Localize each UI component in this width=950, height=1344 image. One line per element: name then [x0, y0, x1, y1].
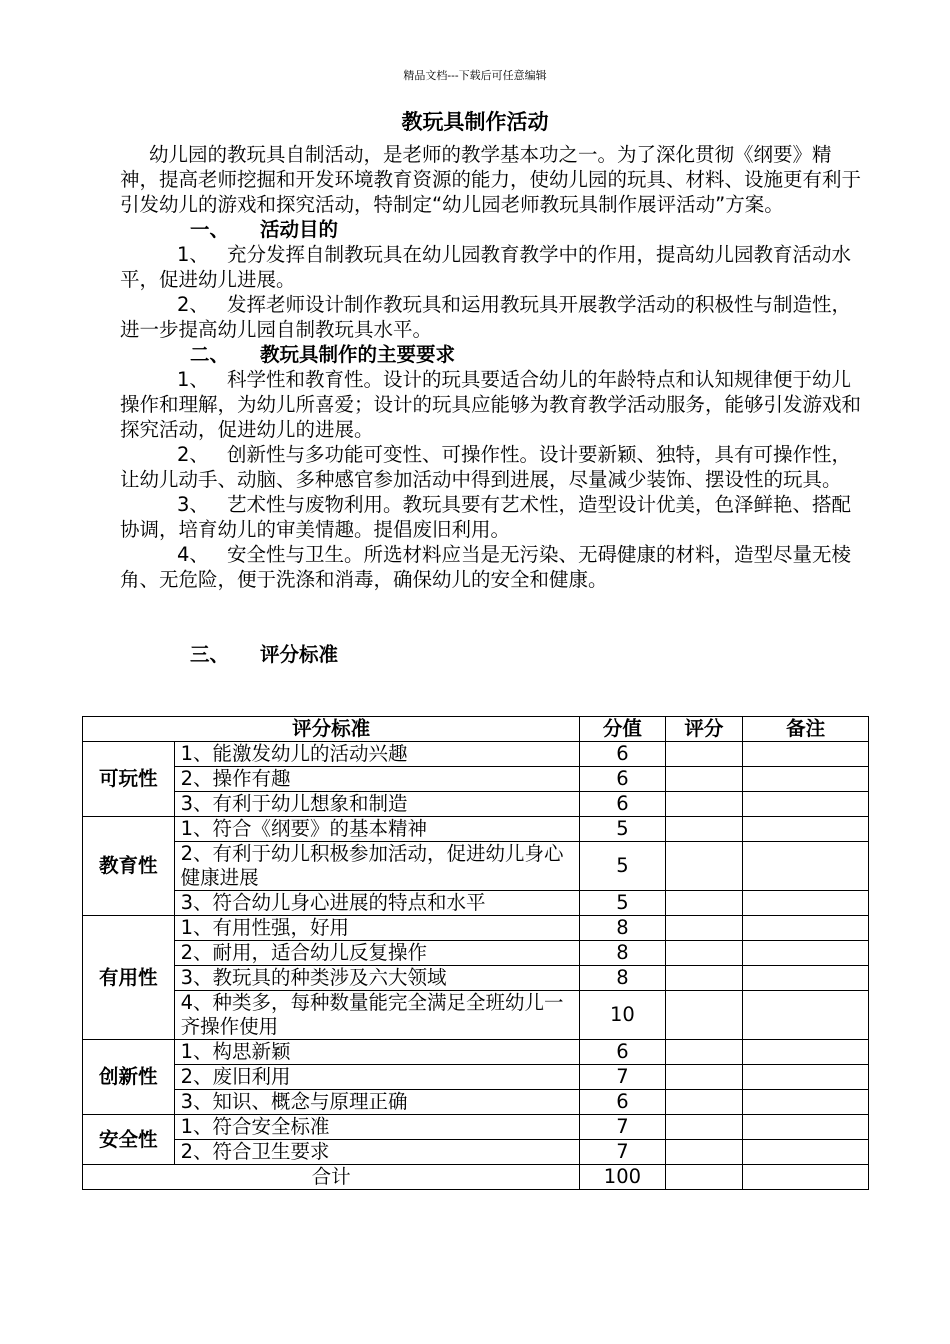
- score-cell[interactable]: [665, 966, 742, 991]
- points-cell: 8: [580, 966, 666, 991]
- criteria-cell: 2、符合卫生要求: [174, 1140, 580, 1165]
- score-cell[interactable]: [665, 916, 742, 941]
- points-cell: 7: [580, 1115, 666, 1140]
- item-number: 1、: [177, 368, 209, 391]
- table-row: [83, 742, 869, 767]
- note-cell[interactable]: [743, 817, 869, 842]
- item-text: 充分发挥自制教玩具在幼儿园教育教学中的作用，提高幼儿园教育活动水平，促进幼儿进展。: [120, 243, 852, 291]
- score-cell[interactable]: [665, 1065, 742, 1090]
- category-cell: 安全性: [83, 1115, 175, 1165]
- table-row: [83, 941, 869, 966]
- criteria-cell: 3、符合幼儿身心进展的特点和水平: [174, 891, 580, 916]
- note-cell[interactable]: [743, 916, 869, 941]
- section-heading: [120, 217, 865, 242]
- criteria-cell: 1、能激发幼儿的活动兴趣: [174, 742, 580, 767]
- intro-paragraph: 幼儿园的教玩具自制活动，是老师的教学基本功之一。为了深化贯彻《纲要》精神，提高老师挖掘和开发环境教育资源的能力，使幼儿园的玩具、材料、设施更有利于引发幼儿的游戏和探究活动，特制定“幼儿园老师教玩具制作展评活动”方案。: [120, 143, 862, 216]
- table-row: [83, 1140, 869, 1165]
- criteria-cell: 3、教玩具的种类涉及六大领域: [174, 966, 580, 991]
- note-cell[interactable]: [743, 1065, 869, 1090]
- section-item: [120, 492, 865, 542]
- item-number: 4、: [177, 543, 209, 566]
- total-value: 100: [580, 1165, 666, 1190]
- category-cell: 有用性: [83, 916, 175, 1040]
- note-cell[interactable]: [743, 1140, 869, 1165]
- criteria-cell: 2、有利于幼儿积极参加活动，促进幼儿身心健康进展: [174, 842, 580, 891]
- score-cell[interactable]: [665, 891, 742, 916]
- table-row: [83, 1090, 869, 1115]
- scoring-table: [82, 716, 869, 1190]
- note-cell[interactable]: [743, 1090, 869, 1115]
- criteria-cell: 1、构思新颖: [174, 1040, 580, 1065]
- header-score: 评分: [665, 717, 742, 742]
- table-row: [83, 1115, 869, 1140]
- score-cell[interactable]: [665, 817, 742, 842]
- page-header: 精品文档---下载后可任意编辑: [403, 69, 547, 82]
- points-cell: 7: [580, 1140, 666, 1165]
- points-cell: 5: [580, 842, 666, 891]
- note-cell[interactable]: [743, 767, 869, 792]
- points-cell: 8: [580, 941, 666, 966]
- note-cell[interactable]: [743, 991, 869, 1040]
- section-title: 评分标准: [260, 643, 339, 666]
- note-cell[interactable]: [743, 1115, 869, 1140]
- total-row: [83, 1165, 869, 1190]
- points-cell: 6: [580, 742, 666, 767]
- section-item: [120, 367, 865, 442]
- score-cell[interactable]: [665, 742, 742, 767]
- score-cell[interactable]: [665, 767, 742, 792]
- criteria-cell: 1、符合《纲要》的基本精神: [174, 817, 580, 842]
- score-cell[interactable]: [665, 1040, 742, 1065]
- table-row: [83, 966, 869, 991]
- header-points: 分值: [580, 717, 666, 742]
- item-text: 艺术性与废物利用。教玩具要有艺术性，造型设计优美，色泽鲜艳、搭配协调，培育幼儿的审美情趣。提倡废旧利用。: [120, 493, 852, 541]
- score-cell[interactable]: [665, 991, 742, 1040]
- criteria-cell: 3、知识、概念与原理正确: [174, 1090, 580, 1115]
- table-row: [83, 842, 869, 891]
- score-cell[interactable]: [665, 842, 742, 891]
- score-cell[interactable]: [665, 941, 742, 966]
- table-row: [83, 1065, 869, 1090]
- note-cell[interactable]: [743, 941, 869, 966]
- criteria-cell: 2、废旧利用: [174, 1065, 580, 1090]
- points-cell: 5: [580, 817, 666, 842]
- note-cell[interactable]: [743, 966, 869, 991]
- points-cell: 5: [580, 891, 666, 916]
- header-criteria: 评分标准: [83, 717, 580, 742]
- table-row: [83, 916, 869, 941]
- section-number: 二、: [190, 343, 230, 366]
- criteria-cell: 1、有用性强，好用: [174, 916, 580, 941]
- score-cell[interactable]: [665, 1140, 742, 1165]
- note-cell[interactable]: [743, 742, 869, 767]
- note-cell[interactable]: [743, 1040, 869, 1065]
- table-header-row: [83, 717, 869, 742]
- section-number: 三、: [190, 643, 230, 666]
- section-heading: [120, 642, 865, 667]
- section-item: [120, 542, 865, 592]
- item-text: 安全性与卫生。所选材料应当是无污染、无碍健康的材料，造型尽量无棱角、无危险，便于洗涤和消毒，确保幼儿的安全和健康。: [120, 543, 852, 591]
- table-row: [83, 891, 869, 916]
- item-number: 2、: [177, 293, 209, 316]
- section-item: [120, 442, 865, 492]
- section-item: [120, 242, 865, 292]
- table-row: [83, 767, 869, 792]
- score-cell[interactable]: [665, 1115, 742, 1140]
- section-title: 活动目的: [260, 218, 339, 241]
- score-cell[interactable]: [665, 792, 742, 817]
- note-cell[interactable]: [743, 1165, 869, 1190]
- points-cell: 6: [580, 767, 666, 792]
- document-body: [120, 142, 865, 667]
- total-label: 合计: [83, 1165, 580, 1190]
- note-cell[interactable]: [743, 842, 869, 891]
- criteria-cell: 1、符合安全标准: [174, 1115, 580, 1140]
- category-cell: 创新性: [83, 1040, 175, 1115]
- item-text: 创新性与多功能可变性、可操作性。设计要新颖、独特，具有可操作性，让幼儿动手、动脑、多种感官参加活动中得到进展，尽量减少装饰、摆设性的玩具。: [120, 443, 852, 491]
- section-number: 一、: [190, 218, 230, 241]
- points-cell: 8: [580, 916, 666, 941]
- category-cell: 教育性: [83, 817, 175, 916]
- criteria-cell: 3、有利于幼儿想象和制造: [174, 792, 580, 817]
- item-number: 1、: [177, 243, 209, 266]
- item-text: 科学性和教育性。设计的玩具要适合幼儿的年龄特点和认知规律便于幼儿操作和理解，为幼儿所喜爱；设计的玩具应能够为教育教学活动服务，能够引发游戏和探究活动，促进幼儿的进展。: [120, 368, 862, 441]
- item-text: 发挥老师设计制作教玩具和运用教玩具开展教学活动的积极性与制造性，进一步提高幼儿园自制教玩具水平。: [120, 293, 852, 341]
- item-number: 3、: [177, 493, 209, 516]
- points-cell: 7: [580, 1065, 666, 1090]
- category-cell: 可玩性: [83, 742, 175, 817]
- criteria-cell: 2、操作有趣: [174, 767, 580, 792]
- table-row: [83, 792, 869, 817]
- points-cell: 10: [580, 991, 666, 1040]
- note-cell[interactable]: [743, 792, 869, 817]
- item-number: 2、: [177, 443, 209, 466]
- section-heading: [120, 342, 865, 367]
- points-cell: 6: [580, 1090, 666, 1115]
- score-cell[interactable]: [665, 1090, 742, 1115]
- note-cell[interactable]: [743, 891, 869, 916]
- section-title: 教玩具制作的主要要求: [260, 343, 456, 366]
- criteria-cell: 2、耐用，适合幼儿反复操作: [174, 941, 580, 966]
- points-cell: 6: [580, 792, 666, 817]
- section-item: [120, 292, 865, 342]
- criteria-cell: 4、种类多，每种数量能完全满足全班幼儿一齐操作使用: [174, 991, 580, 1040]
- header-note: 备注: [743, 717, 869, 742]
- points-cell: 6: [580, 1040, 666, 1065]
- document-title: 教玩具制作活动: [401, 110, 549, 134]
- table-row: [83, 817, 869, 842]
- table-row: [83, 1040, 869, 1065]
- score-cell[interactable]: [665, 1165, 742, 1190]
- table-row: [83, 991, 869, 1040]
